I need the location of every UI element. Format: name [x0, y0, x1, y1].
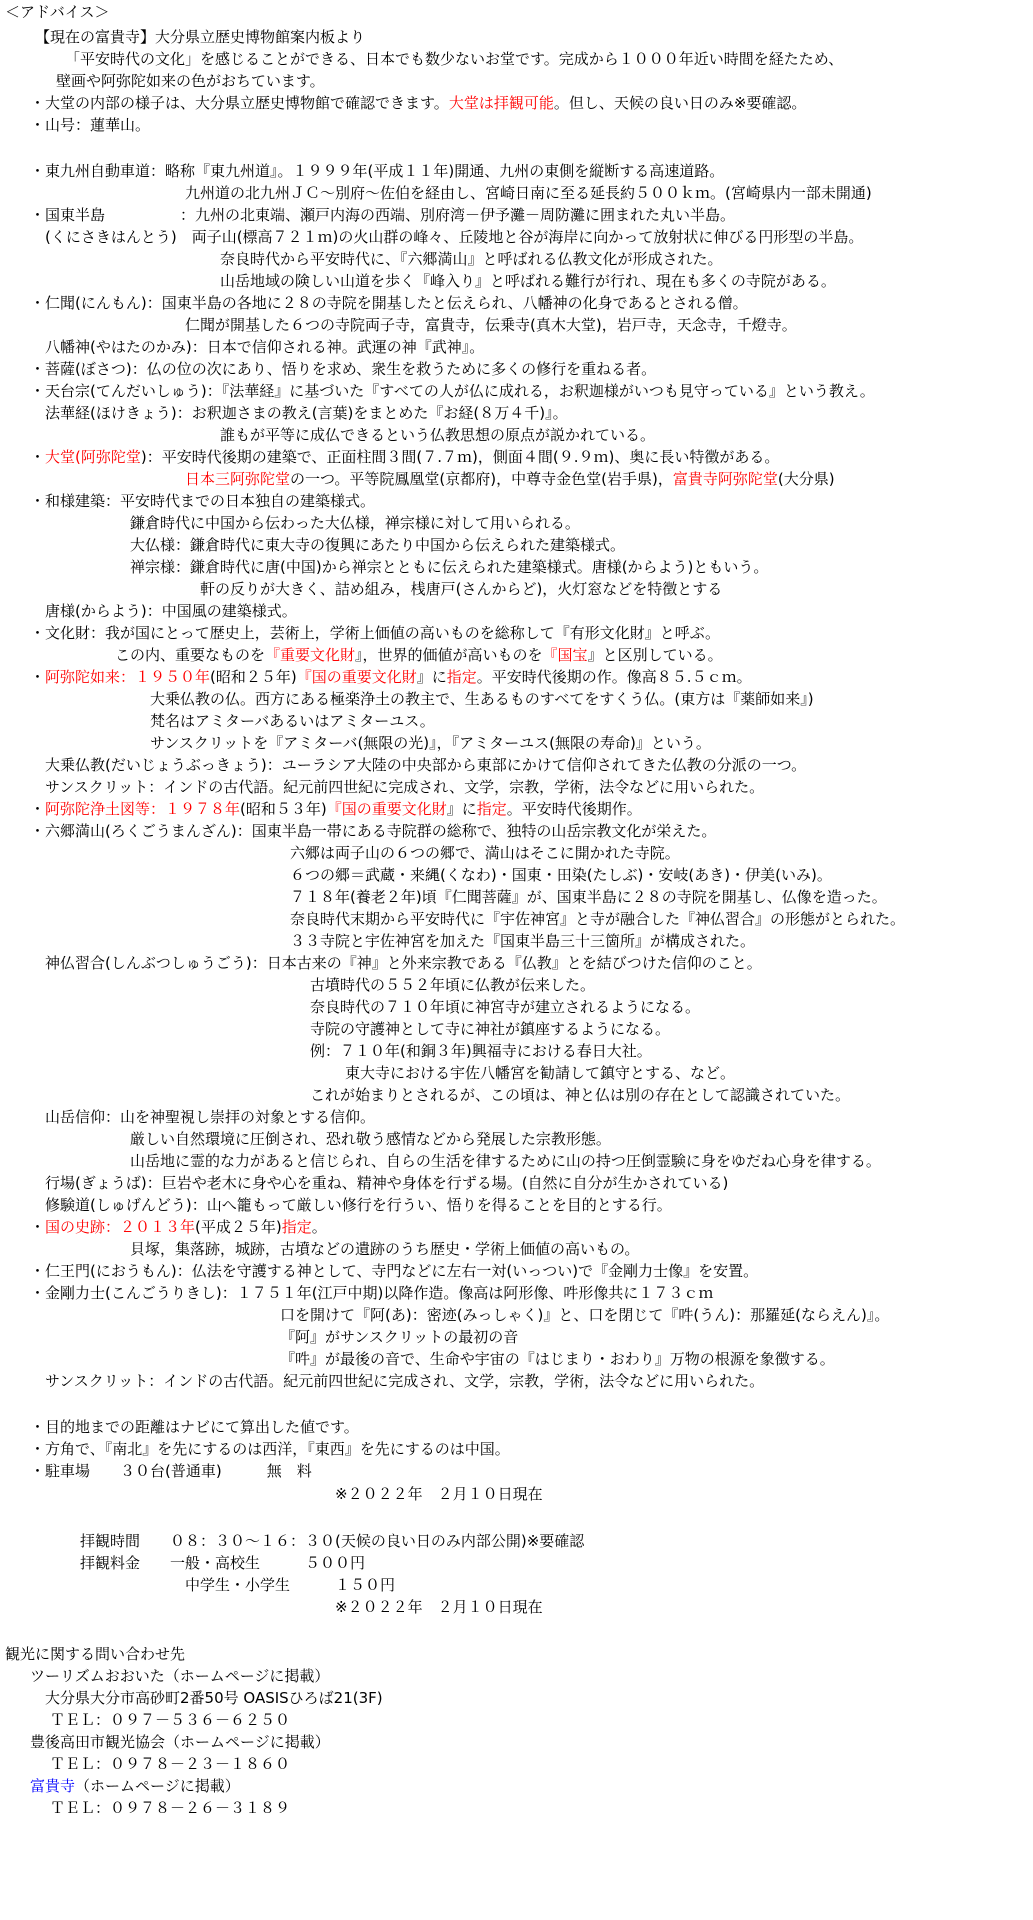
text-line	[50, 1798, 290, 1818]
highlight-text: 阿弥陀浄土図等：１９７８年	[45, 800, 241, 818]
line-text: ・山号：蓮華山。	[30, 116, 151, 134]
text-line	[280, 1349, 835, 1369]
text-line	[130, 1151, 881, 1171]
highlight-text: 大堂は拝観可能	[448, 94, 554, 112]
text-line	[290, 865, 832, 885]
line-text: 大仏様：鎌倉時代に東大寺の復興にあたり中国から伝えられた建築様式。	[130, 536, 626, 554]
line-text: 東大寺における宇佐八幡宮を勧請して鎮守とする、など。	[345, 1064, 736, 1082]
text-line	[185, 1575, 395, 1595]
line-text: ・	[30, 1218, 46, 1236]
line-text: ・六郷満山(ろくごうまんざん)：国東半島一帯にある寺院群の総称で、独特の山岳宗教文化が栄えた。	[30, 822, 717, 840]
line-text: (大分県)	[777, 470, 835, 488]
line-text: ・菩薩(ぼさつ)：仏の位の次にあり、悟りを求め、衆生を救うために多くの修行を重ねる者。	[30, 360, 657, 378]
text-line	[30, 623, 720, 643]
text-line	[30, 491, 375, 511]
line-text: 『吽』が最後の音で、生命や宇宙の『はじまり・おわり』万物の根源を象徴する。	[280, 1350, 835, 1368]
text-line	[30, 1439, 510, 1459]
text-line	[30, 1261, 758, 1281]
line-text: 鎌倉時代に中国から伝わった大仏様，禅宗様に対して用いられる。	[130, 514, 580, 532]
line-text: 仁聞が開基した６つの寺院両子寺，富貴寺，伝乗寺(真木大堂)，岩戸寺，天念寺，千燈寺。	[185, 316, 797, 334]
text-line	[335, 1597, 543, 1617]
text-line	[220, 271, 836, 291]
line-text: (昭和２５年)	[210, 668, 297, 686]
text-line	[30, 1776, 240, 1796]
text-line	[150, 733, 711, 753]
text-line	[30, 381, 875, 401]
highlight-text: 日本三阿弥陀堂	[185, 470, 291, 488]
line-text: サンスクリット：インドの古代語。紀元前四世紀に完成され、文学，宗教，学術，法令などに用いられた。	[45, 778, 765, 796]
text-line	[50, 1710, 290, 1730]
text-line	[310, 1019, 670, 1039]
text-line	[130, 513, 580, 533]
text-line	[45, 953, 762, 973]
highlight-text: 『国の重要文化財	[326, 800, 447, 818]
text-line	[30, 447, 779, 467]
line-text: （ホームページに掲載）	[75, 1777, 240, 1795]
line-text: の一つ。平等院鳳凰堂(京都府)，中尊寺金色堂(岩手県)，	[290, 470, 673, 488]
text-line	[150, 711, 435, 731]
text-line	[310, 1085, 850, 1105]
text-line	[30, 359, 656, 379]
text-line	[130, 557, 768, 577]
highlight-text: 指定	[446, 668, 477, 686]
line-text: 九州道の北九州ＪＣ～別府～佐伯を経由し、宮崎日南に至る延長約５００ｋｍ。(宮崎県内一部未開通)	[185, 184, 872, 202]
line-text: 中学生・小学生 １５０円	[185, 1576, 396, 1594]
text-line	[5, 2, 110, 22]
text-line	[80, 1553, 365, 1573]
text-line	[30, 799, 642, 819]
line-text: 口を開けて『阿(あ)：密迹(みっしゃく)』と、口を閉じて『吽(うん)：那羅延(ならえん)』。	[280, 1306, 890, 1324]
text-line	[30, 1732, 330, 1752]
highlight-text: 大堂(阿弥陀堂	[45, 448, 141, 466]
text-line	[30, 1283, 713, 1303]
line-text: 大乗仏教(だいじょうぶっきょう)：ユーラシア大陸の中央部から東部にかけて信仰されてきた仏教の分派の一つ。	[45, 756, 807, 774]
line-text: 』に	[416, 668, 447, 686]
line-text: 拝観料金 一般・高校生 ５００円	[80, 1554, 366, 1572]
line-text: 拝観時間 ０８：３０～１６：３０(天候の良い日のみ内部公開)※要確認	[80, 1532, 585, 1550]
line-text: 壁画や阿弥陀如来の色がおちています。	[56, 72, 325, 90]
line-text: ＴＥＬ：０９７８－２３－１８６０	[50, 1755, 291, 1773]
highlight-text: 指定	[476, 800, 507, 818]
text-line	[310, 975, 595, 995]
text-line	[310, 1041, 652, 1061]
line-text: 【現在の富貴寺】大分県立歴史博物館案内板より	[35, 28, 366, 46]
highlight-text: 『重要文化財	[265, 646, 356, 664]
text-line	[45, 227, 863, 247]
line-text: ・東九州自動車道：略称『東九州道』。１９９９年(平成１１年)開通、九州の東側を縦断する高速道路。	[30, 162, 725, 180]
line-text: ・方角で、『南北』を先にするのは西洋，『東西』を先にするのは中国。	[30, 1440, 510, 1458]
line-text: 「平安時代の文化」を感じることができる、日本でも数少ないお堂です。完成から１０００年近い時間を経たため、	[65, 50, 844, 68]
line-text: 例：７１０年(和銅３年)興福寺における春日大社。	[310, 1042, 652, 1060]
line-text: 山岳地に霊的な力があると信じられ、自らの生活を律するために山の持つ圧倒霊験に身をゆだね心身を律する。	[130, 1152, 881, 1170]
line-text: ・駐車場 ３０台(普通車) 無 料	[30, 1462, 312, 1480]
text-line	[290, 909, 905, 929]
highlight-text: 阿弥陀如来：１９５０年	[45, 668, 211, 686]
line-text: ・大堂の内部の様子は、大分県立歴史博物館で確認できます。	[30, 94, 449, 112]
line-text: 奈良時代末期から平安時代に『宇佐神宮』と寺が融合した『神仏習合』の形態がとられた。	[290, 910, 906, 928]
line-text: サンスクリット：インドの古代語。紀元前四世紀に完成され、文学，宗教，学術，法令などに用いられた。	[45, 1372, 765, 1390]
text-line	[30, 1461, 312, 1481]
line-text: 山岳信仰：山を神聖視し崇拝の対象とする信仰。	[45, 1108, 376, 1126]
text-line	[45, 1107, 375, 1127]
line-text: ツーリズムおおいた（ホームページに掲載）	[30, 1667, 330, 1685]
link-text[interactable]: 富貴寺	[30, 1777, 76, 1795]
line-text: 観光に関する問い合わせ先	[5, 1645, 186, 1663]
line-text: 』に	[446, 800, 477, 818]
line-text: ・文化財：我が国にとって歴史上，芸術上，学術上価値の高いものを総称して『有形文化財』と呼ぶ。	[30, 624, 721, 642]
line-text: 貝塚，集落跡，城跡，古墳などの遺跡のうち歴史・学術上価値の高いもの。	[130, 1240, 640, 1258]
line-text: (昭和５３年)	[240, 800, 327, 818]
highlight-text: 指定	[281, 1218, 312, 1236]
line-text: ＴＥＬ：０９７－５３６－６２５０	[50, 1711, 291, 1729]
line-text: 神仏習合(しんぶつしゅうごう)：日本古来の『神』と外来宗教である『仏教』とを結びつけた信仰のこと。	[45, 954, 762, 972]
text-line	[30, 115, 150, 135]
text-line	[345, 1063, 735, 1083]
highlight-text: 富貴寺阿弥陀堂	[672, 470, 778, 488]
line-text: 。平安時代後期作。	[506, 800, 642, 818]
line-text: 。但し、天候の良い日のみ※要確認。	[553, 94, 807, 112]
text-line	[185, 183, 872, 203]
line-text: 寺院の守護神として寺に神社が鎮座するようになる。	[310, 1020, 671, 1038]
text-line	[290, 843, 680, 863]
line-text: ・仁王門(におうもん)：仏法を守護する神として、寺門などに左右一対(いっつい)で『金剛力士像』を安置。	[30, 1262, 759, 1280]
text-line	[335, 1484, 543, 1504]
text-line	[45, 337, 484, 357]
line-text: 奈良時代から平安時代に、『六郷満山』と呼ばれる仏教文化が形成された。	[220, 250, 723, 268]
line-text: 大乗仏教の仏。西方にある極楽浄土の教主で、生あるものすべてをすくう仏。(東方は『薬師如来』)	[150, 690, 814, 708]
text-line	[30, 93, 806, 113]
text-line	[185, 469, 835, 489]
line-text: ７１８年(養老２年)頃『仁聞菩薩』が、国東半島に２８の寺院を開基し、仏像を造った。	[290, 888, 887, 906]
line-text: 大分県大分市高砂町2番50号 OASISひろば21(3F)	[45, 1689, 383, 1707]
text-line	[45, 1371, 764, 1391]
line-text: 法華経(ほけきょう)：お釈迦さまの教え(言葉)をまとめた『お経(８万４千)』。	[45, 404, 568, 422]
text-line	[35, 27, 365, 47]
line-text: ・金剛力士(こんごうりきし)：１７５１年(江戸中期)以降作造。像高は阿形像、吽形像共に１７３ｃｍ	[30, 1284, 714, 1302]
line-text: ＴＥＬ：０９７８－２６－３１８９	[50, 1799, 291, 1817]
line-text: (くにさきはんとう) 両子山(標高７２１ｍ)の火山群の峰々、丘陵地と谷が海岸に向かって放射状に伸びる円形型の半島。	[45, 228, 864, 246]
line-text: 禅宗様：鎌倉時代に唐(中国)から禅宗とともに伝えられた建築様式。唐様(からよう)ともいう。	[130, 558, 769, 576]
line-text: ・国東半島 ：九州の北東端、瀬戸内海の西端、別府湾－伊予灘－周防灘に囲まれた丸い半島。	[30, 206, 736, 224]
line-text: 『阿』がサンスクリットの最初の音	[280, 1328, 519, 1346]
line-text: 梵名はアミターバあるいはアミターユス。	[150, 712, 435, 730]
text-line	[220, 425, 655, 445]
line-text: ※２０２２年 ２月１０日現在	[335, 1485, 543, 1503]
line-text: 』と区別している。	[587, 646, 723, 664]
line-text: 奈良時代の７１０年頃に神宮寺が建立されるようになる。	[310, 998, 701, 1016]
line-text: 』，世界的価値が高いものを	[355, 646, 543, 664]
text-line	[310, 997, 700, 1017]
text-line	[220, 249, 723, 269]
line-text: 六郷は両子山の６つの郷で、満山はそこに開かれた寺院。	[290, 844, 680, 862]
line-text: ・	[30, 800, 46, 818]
text-line	[56, 71, 325, 91]
line-text: )：平安時代後期の建築で、正面柱間３間(７.７ｍ)，側面４間(９.９ｍ)、奥に長い特徴がある。	[140, 448, 780, 466]
text-line	[30, 205, 735, 225]
text-line	[130, 1239, 639, 1259]
text-line	[185, 315, 797, 335]
line-text: これが始まりとされるが、この頃は、神と仏は別の存在として認識されていた。	[310, 1086, 851, 1104]
text-line	[80, 1531, 584, 1551]
line-text: (平成２５年)	[195, 1218, 282, 1236]
line-text: 八幡神(やはたのかみ)：日本で信仰される神。武運の神『武神』。	[45, 338, 485, 356]
line-text: 厳しい自然環境に圧倒され、恐れ敬う感情などから発展した宗教形態。	[130, 1130, 611, 1148]
text-line	[115, 645, 723, 665]
text-line	[150, 689, 814, 709]
line-text: 古墳時代の５５２年頃に仏教が伝来した。	[310, 976, 596, 994]
line-text: ・目的地までの距離はナビにて算出した値です。	[30, 1418, 359, 1436]
line-text: 。	[311, 1218, 327, 1236]
text-line	[30, 293, 748, 313]
line-text: 修験道(しゅげんどう)：山へ籠もって厳しい修行を行うい、悟りを得ることを目的とする行。	[45, 1196, 672, 1214]
text-line	[45, 777, 764, 797]
text-line	[65, 49, 843, 69]
line-text: ＜アドバイス＞	[5, 3, 110, 21]
text-line	[30, 821, 716, 841]
text-line	[45, 755, 806, 775]
line-text: 豊後高田市観光協会（ホームページに掲載）	[30, 1733, 330, 1751]
text-line	[290, 887, 887, 907]
line-text: ・	[30, 448, 46, 466]
text-line	[290, 931, 755, 951]
text-line	[45, 1195, 672, 1215]
line-text: ６つの郷＝武蔵・来縄(くなわ)・国東・田染(たしぶ)・安岐(あき)・伊美(いみ)。	[290, 866, 832, 884]
text-line	[30, 1217, 327, 1237]
line-text: 唐様(からよう)：中国風の建築様式。	[45, 602, 297, 620]
text-line	[5, 1644, 185, 1664]
line-text: 山岳地域の険しい山道を歩く『峰入り』と呼ばれる難行が行れ、現在も多くの寺院がある。	[220, 272, 836, 290]
text-line	[50, 1754, 290, 1774]
text-line	[30, 161, 724, 181]
line-text: ※２０２２年 ２月１０日現在	[335, 1598, 543, 1616]
text-line	[30, 667, 752, 687]
line-text: ３３寺院と宇佐神宮を加えた『国東半島三十三箇所』が構成された。	[290, 932, 756, 950]
line-text: 。平安時代後期の作。像高８５.５ｃｍ。	[476, 668, 752, 686]
highlight-text: 国の史跡：２０１３年	[45, 1218, 196, 1236]
line-text: 誰もが平等に成仏できるという仏教思想の原点が説かれている。	[220, 426, 656, 444]
line-text: この内、重要なものを	[115, 646, 266, 664]
highlight-text: 『国の重要文化財	[296, 668, 417, 686]
text-line	[45, 1688, 383, 1708]
text-line	[130, 535, 625, 555]
line-text: 行場(ぎょうば)：巨岩や老木に身や心を重ね、精神や身体を行ずる場。(自然に自分が生かされている)	[45, 1174, 729, 1192]
line-text: ・	[30, 668, 46, 686]
text-line	[280, 1305, 889, 1325]
line-text: 軒の反りが大きく、詰め組み，桟唐戸(さんからど)，火灯窓などを特徴とする	[200, 580, 723, 598]
line-text: ・仁聞(にんもん)：国東半島の各地に２８の寺院を開基したと伝えられ、八幡神の化身であるとされる僧。	[30, 294, 748, 312]
text-line	[30, 1417, 359, 1437]
text-line	[45, 1173, 728, 1193]
text-line	[200, 579, 722, 599]
text-line	[45, 403, 568, 423]
line-text: サンスクリットを『アミターバ(無限の光)』，『アミターユス(無限の寿命)』という。	[150, 734, 711, 752]
line-text: ・和様建築：平安時代までの日本独自の建築様式。	[30, 492, 376, 510]
text-line	[45, 601, 297, 621]
text-line	[30, 1666, 329, 1686]
text-line	[280, 1327, 518, 1347]
highlight-text: 『国宝	[542, 646, 588, 664]
line-text: ・天台宗(てんだいしゅう)：『法華経』に基づいた『すべての人が仏に成れる，お釈迦様がいつも見守っている』という教え。	[30, 382, 875, 400]
text-line	[130, 1129, 611, 1149]
